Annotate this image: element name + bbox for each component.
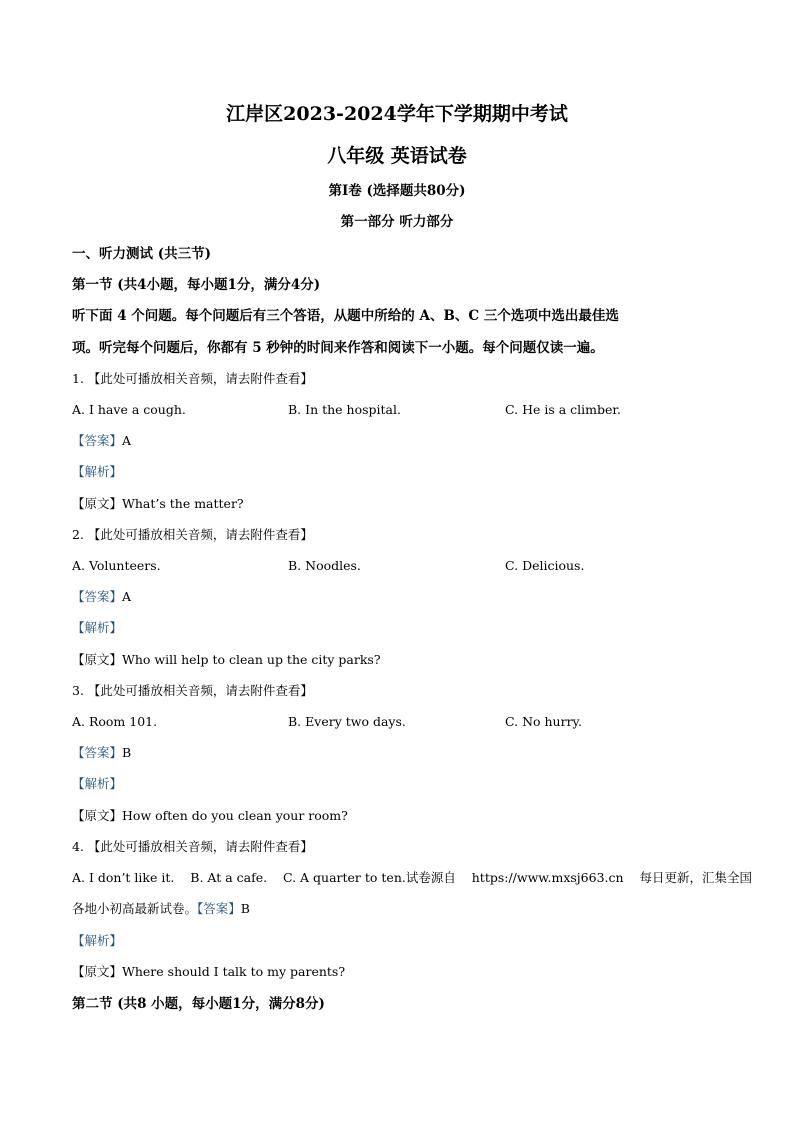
question-1-option-c: C. He is a climber.	[505, 402, 621, 417]
answer-value: A	[122, 589, 132, 604]
question-2-original	[72, 651, 381, 669]
question-2-option-b: B. Noodles.	[288, 558, 361, 573]
original-text: How often do you clean your room?	[122, 808, 348, 823]
source-note: 各地小初高最新试卷。	[72, 901, 198, 916]
question-3-option-a: A. Room 101.	[72, 714, 158, 729]
question-1-option-a: A. I have a cough.	[72, 402, 186, 417]
part-title: 第一部分 听力部分	[340, 214, 454, 230]
original-label: 【原文】	[72, 808, 123, 823]
question-3-stem[interactable]: 3. 【此处可播放相关音频，请去附件查看】	[72, 683, 313, 698]
question-4-stem[interactable]: 4. 【此处可播放相关音频，请去附件查看】	[72, 839, 313, 854]
question-4-options-line: A. I don’t like it. B. At a cafe. C. A quarter to ten.试卷源自 https://www.mxsj663.cn 每日更新，汇集全国	[72, 870, 752, 885]
answer-label: 【答案】	[72, 589, 123, 604]
answer-label: 【答案】	[72, 433, 123, 448]
answer-value: B	[122, 745, 132, 760]
analysis-label: 【解析】	[72, 776, 123, 791]
section1-heading: 第一节 (共4小题，每小题1分，满分4分)	[72, 277, 321, 293]
original-label: 【原文】	[72, 652, 123, 667]
question-3-option-b: B. Every two days.	[288, 714, 406, 729]
question-1-answer	[72, 432, 131, 450]
question-4-original	[72, 963, 345, 981]
question-3-original	[72, 807, 348, 825]
question-2-analysis	[72, 619, 122, 637]
exam-subtitle: 八年级 英语试卷	[327, 145, 467, 167]
answer-value: B	[240, 901, 250, 916]
question-1-analysis	[72, 463, 122, 481]
section2-heading: 第二节 (共8 小题，每小题1分，满分8分)	[72, 996, 325, 1012]
original-text: What’s the matter?	[122, 496, 244, 511]
question-3-answer	[72, 744, 131, 762]
analysis-label: 【解析】	[72, 620, 123, 635]
analysis-label: 【解析】	[72, 933, 123, 948]
answer-value: A	[122, 433, 132, 448]
question-2-answer	[72, 588, 131, 606]
analysis-label: 【解析】	[72, 464, 123, 479]
exam-title: 江岸区2023-2024学年下学期期中考试	[226, 103, 568, 125]
section1-instruction-line1: 听下面 4 个问题。每个问题后有三个答语，从题中所给的 A、B、C 三个选项中选出最佳选	[72, 308, 619, 324]
question-2-stem[interactable]: 2. 【此处可播放相关音频，请去附件查看】	[72, 527, 313, 542]
answer-label: 【答案】	[72, 745, 123, 760]
original-text: Who will help to clean up the city parks?	[122, 652, 381, 667]
question-2-option-a: A. Volunteers.	[72, 558, 161, 573]
question-3-option-c: C. No hurry.	[505, 714, 582, 729]
question-1-stem[interactable]: 1. 【此处可播放相关音频，请去附件查看】	[72, 371, 313, 386]
volume-title: 第I卷 (选择题共80分)	[328, 183, 466, 199]
question-1-original	[72, 495, 244, 513]
original-text: Where should I talk to my parents?	[122, 964, 346, 979]
question-3-analysis	[72, 775, 122, 793]
section1-instruction-line2: 项。听完每个问题后，你都有 5 秒钟的时间来作答和阅读下一小题。每个问题仅读一遍。	[72, 340, 604, 356]
original-label: 【原文】	[72, 964, 123, 979]
section-title: 一、听力测试 (共三节)	[72, 246, 211, 262]
question-4-options-line2	[72, 900, 250, 918]
question-2-option-c: C. Delicious.	[505, 558, 585, 573]
question-4-analysis	[72, 932, 122, 950]
original-label: 【原文】	[72, 496, 123, 511]
answer-label: 【答案】	[197, 901, 241, 916]
question-1-option-b: B. In the hospital.	[288, 402, 401, 417]
